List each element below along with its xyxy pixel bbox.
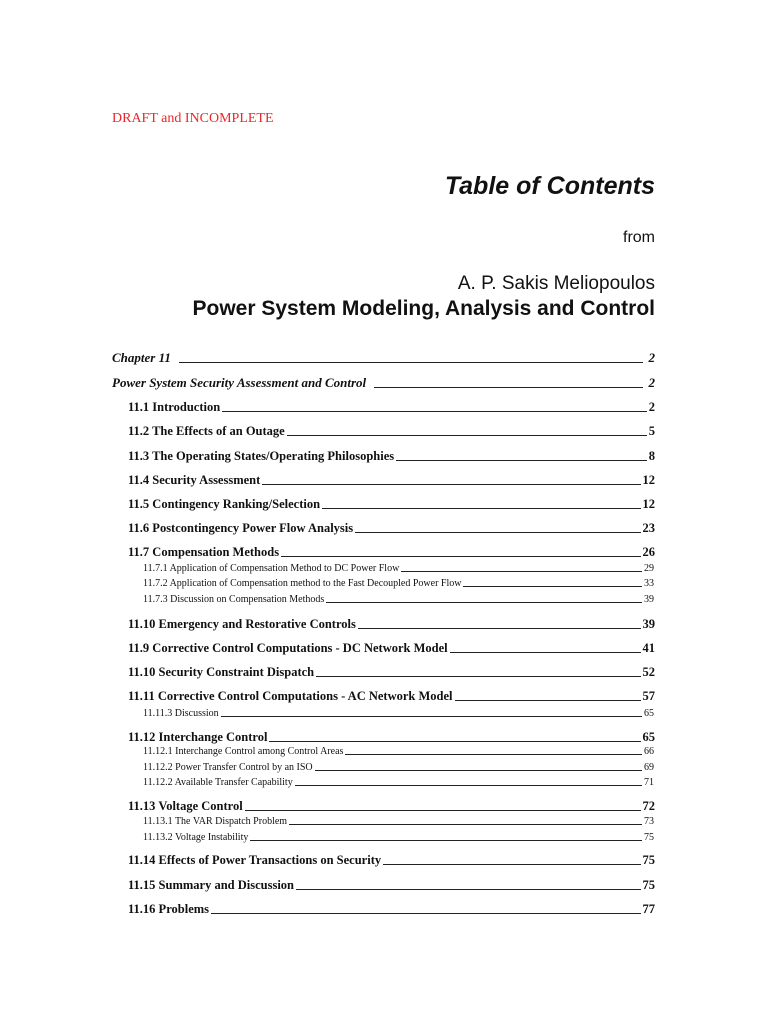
toc-entry[interactable] <box>128 449 655 464</box>
toc-page-number: 8 <box>648 449 655 463</box>
toc-entry-title: 11.6 Postcontingency Power Flow Analysis <box>128 521 354 535</box>
toc-entry[interactable] <box>143 563 654 574</box>
toc-page-number: 29 <box>644 563 654 574</box>
toc-leader-line <box>358 628 641 629</box>
toc-page-number: 39 <box>644 594 654 605</box>
toc-entry[interactable] <box>128 521 655 536</box>
toc-page-number: 2 <box>648 350 655 365</box>
toc-page-number: 5 <box>648 424 655 438</box>
toc-leader-line <box>355 532 640 533</box>
toc-page-number: 72 <box>642 799 655 813</box>
toc-page-number: 69 <box>644 762 654 773</box>
toc-entry[interactable] <box>143 578 654 589</box>
toc-page-number: 12 <box>642 473 655 487</box>
toc-leader-line <box>221 716 642 717</box>
toc-entry[interactable] <box>143 816 654 827</box>
toc-entry-title: 11.5 Contingency Ranking/Selection <box>128 497 321 511</box>
toc-entry[interactable] <box>128 497 655 512</box>
toc-entry[interactable] <box>128 730 655 745</box>
toc-leader-line <box>396 460 647 461</box>
toc-entry-title: 11.12.2 Power Transfer Control by an ISO <box>143 762 313 773</box>
toc-entry-title: 11.10 Security Constraint Dispatch <box>128 665 315 679</box>
toc-page-number: 23 <box>642 521 655 535</box>
toc-page-number: 65 <box>642 730 655 744</box>
toc-leader-line <box>262 484 640 485</box>
toc-page-number: 52 <box>642 665 655 679</box>
toc-page-number: 12 <box>642 497 655 511</box>
toc-page-number: 75 <box>642 878 655 892</box>
toc-entry-title: 11.7 Compensation Methods <box>128 545 280 559</box>
toc-entry-title: Power System Security Assessment and Control <box>112 375 367 390</box>
toc-entry-title: Chapter 11 <box>112 350 171 365</box>
toc-entry-title: 11.7.2 Application of Compensation method to the Fast Decoupled Power Flow <box>143 578 462 589</box>
toc-entry[interactable] <box>143 762 654 773</box>
toc-page-number: 77 <box>642 902 655 916</box>
toc-entry-title: 11.11 Corrective Control Computations - AC Network Model <box>128 689 453 703</box>
from-label: from <box>623 229 655 246</box>
toc-entry[interactable] <box>128 665 655 680</box>
toc-leader-line <box>250 840 642 841</box>
toc-leader-line <box>287 435 647 436</box>
toc-entry-title: 11.7.1 Application of Compensation Method to DC Power Flow <box>143 563 400 574</box>
toc-page-number: 41 <box>642 641 655 655</box>
toc-leader-line <box>322 508 640 509</box>
toc-entry[interactable] <box>143 746 654 757</box>
toc-entry-title: 11.9 Corrective Control Computations - DC Network Model <box>128 641 448 655</box>
toc-page-number: 26 <box>642 545 655 559</box>
toc-entry-title: 11.11.3 Discussion <box>143 708 219 719</box>
toc-leader-line <box>295 785 642 786</box>
toc-page-number: 73 <box>644 816 654 827</box>
toc-page-number: 57 <box>642 689 655 703</box>
toc-entry-title: 11.7.3 Discussion on Compensation Methods <box>143 594 325 605</box>
toc-page-number: 2 <box>648 375 655 390</box>
toc-page-number: 75 <box>644 832 654 843</box>
toc-page-number: 33 <box>644 578 654 589</box>
toc-leader-line <box>450 652 641 653</box>
toc-entry-title: 11.3 The Operating States/Operating Philosophies <box>128 449 395 463</box>
toc-entry-title: 11.15 Summary and Discussion <box>128 878 295 892</box>
toc-leader-line <box>345 754 642 755</box>
toc-leader-line <box>179 362 643 363</box>
toc-entry-title: 11.12.1 Interchange Control among Control Areas <box>143 746 344 757</box>
toc-page-number: 39 <box>642 617 655 631</box>
toc-entry-title: 11.4 Security Assessment <box>128 473 261 487</box>
page-title: Table of Contents <box>444 172 655 200</box>
toc-entry[interactable] <box>128 902 655 917</box>
toc-entry[interactable] <box>143 832 654 843</box>
toc-entry-title: 11.16 Problems <box>128 902 210 916</box>
toc-leader-line <box>211 913 640 914</box>
toc-leader-line <box>316 676 640 677</box>
toc-entry-title: 11.13.2 Voltage Instability <box>143 832 249 843</box>
toc-entry[interactable] <box>128 689 655 704</box>
draft-note: DRAFT and INCOMPLETE <box>112 111 274 126</box>
toc-entry[interactable] <box>112 350 655 366</box>
toc-entry[interactable] <box>128 400 655 415</box>
toc-leader-line <box>289 824 642 825</box>
toc-leader-line <box>374 387 642 388</box>
toc-entry[interactable] <box>143 777 654 788</box>
toc-page-number: 65 <box>644 708 654 719</box>
toc-leader-line <box>222 411 647 412</box>
toc-entry-title: 11.14 Effects of Power Transactions on Security <box>128 853 382 867</box>
toc-entry[interactable] <box>128 473 655 488</box>
toc-leader-line <box>455 700 641 701</box>
toc-entry-title: 11.10 Emergency and Restorative Controls <box>128 617 356 631</box>
toc-leader-line <box>463 586 642 587</box>
book-title: Power System Modeling, Analysis and Control <box>192 297 655 320</box>
author-name: A. P. Sakis Meliopoulos <box>457 273 655 294</box>
toc-leader-line <box>281 556 640 557</box>
toc-entry[interactable] <box>128 641 655 656</box>
toc-leader-line <box>401 571 642 572</box>
toc-entry[interactable] <box>128 878 655 893</box>
toc-entry[interactable] <box>112 375 655 391</box>
toc-entry[interactable] <box>143 708 654 719</box>
toc-entry[interactable] <box>143 594 654 605</box>
toc-page-number: 66 <box>644 746 654 757</box>
toc-entry-title: 11.13 Voltage Control <box>128 799 243 813</box>
toc-entry-title: 11.1 Introduction <box>128 400 221 414</box>
toc-entry-title: 11.13.1 The VAR Dispatch Problem <box>143 816 288 827</box>
toc-leader-line <box>245 810 641 811</box>
toc-leader-line <box>269 741 640 742</box>
toc-leader-line <box>296 889 640 890</box>
toc-entry[interactable] <box>128 853 655 868</box>
toc-entry[interactable] <box>128 617 655 632</box>
toc-entry[interactable] <box>128 424 655 439</box>
toc-entry-title: 11.12 Interchange Control <box>128 730 268 744</box>
toc-leader-line <box>315 770 642 771</box>
toc-entry-title: 11.2 The Effects of an Outage <box>128 424 285 438</box>
toc-page-number: 75 <box>642 853 655 867</box>
toc-page-number: 71 <box>644 777 654 788</box>
toc-page-number: 2 <box>648 400 655 414</box>
toc-entry[interactable] <box>128 799 655 814</box>
toc-entry-title: 11.12.2 Available Transfer Capability <box>143 777 293 788</box>
toc-leader-line <box>383 864 640 865</box>
toc-entry[interactable] <box>128 545 655 560</box>
toc-leader-line <box>326 602 642 603</box>
